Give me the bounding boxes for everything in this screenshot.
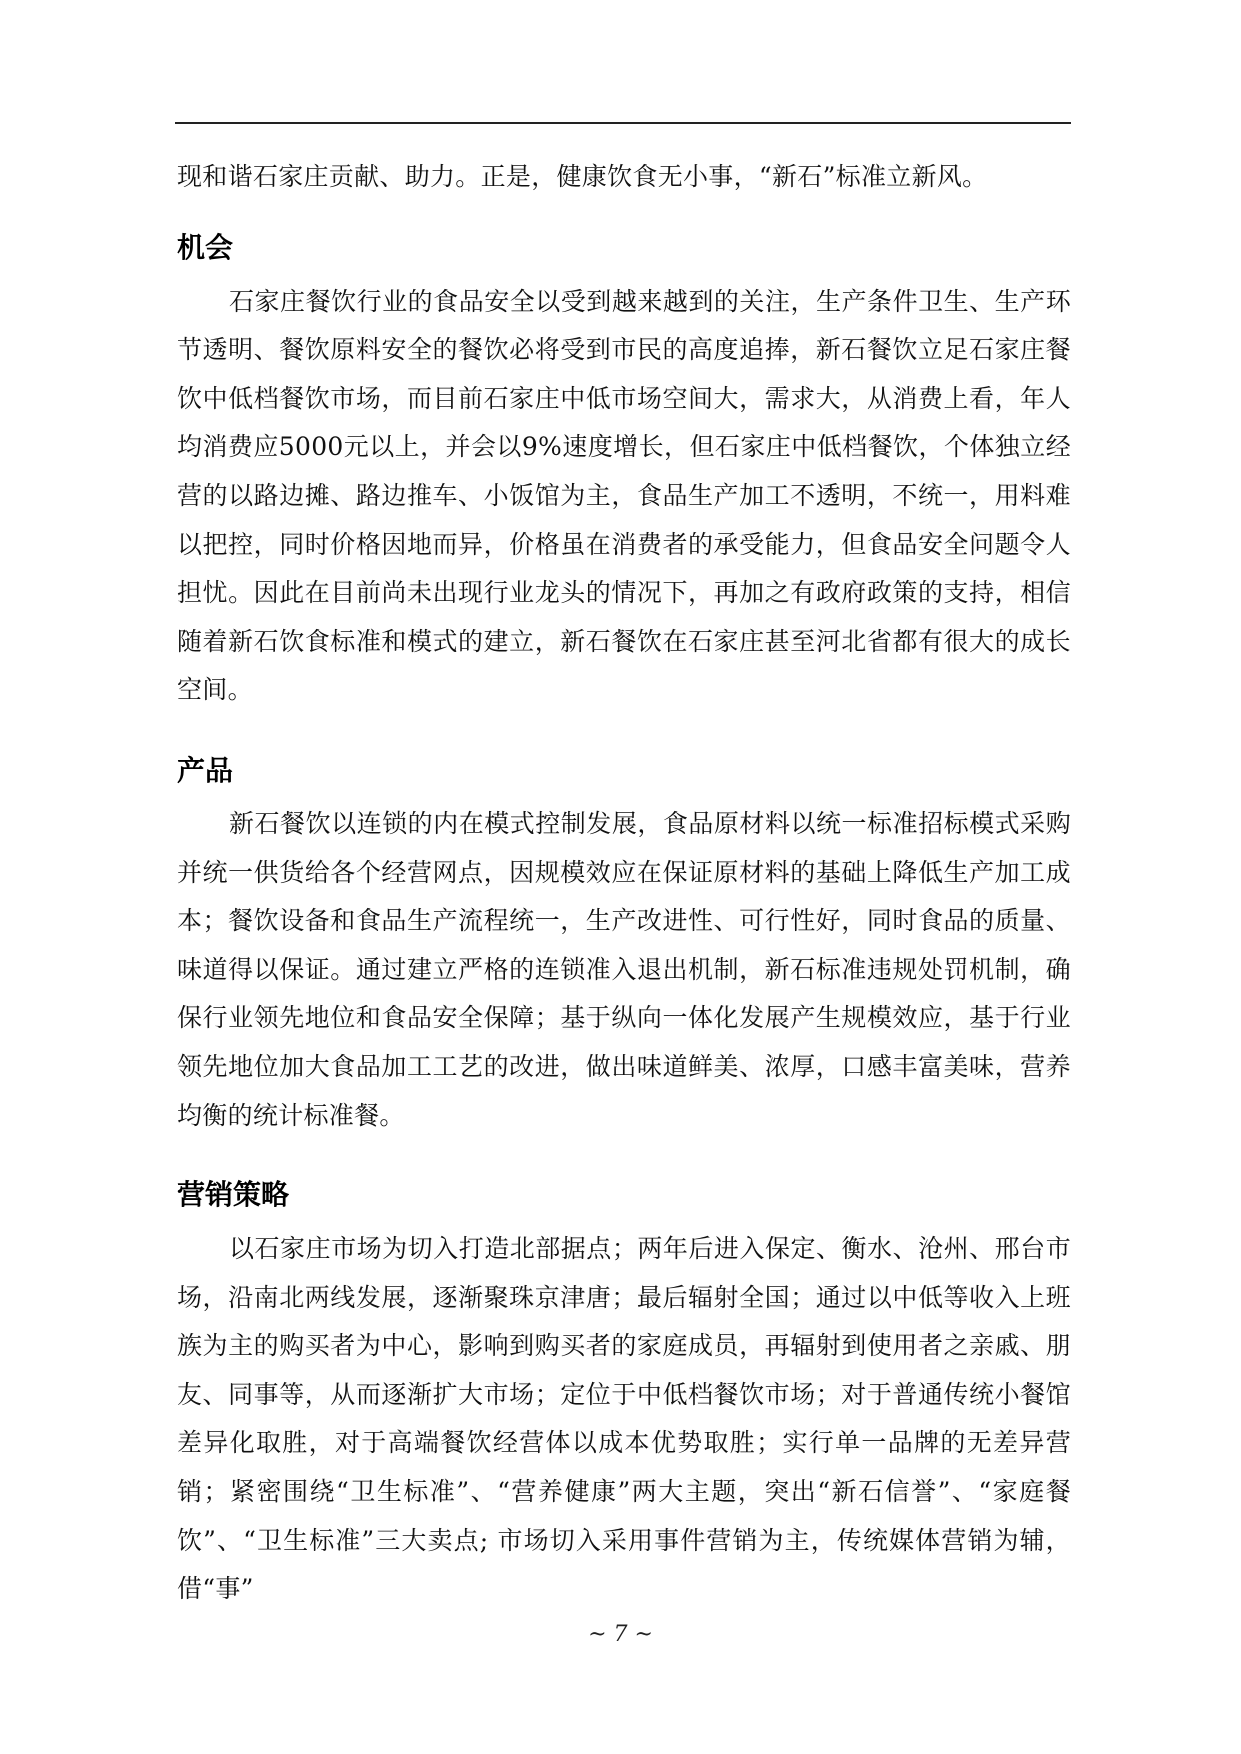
opening-paragraph: 现和谐石家庄贡献、助力。正是，健康饮食无小事，“新石”标准立新风。 (177, 162, 988, 191)
page-body (177, 153, 1071, 1614)
section-body-marketing-strategy: 以石家庄市场为切入打造北部据点；两年后进入保定、衡水、沧州、邢台市场，沿南北两线发展，逐渐聚珠京津唐；最后辐射全国；通过以中低等收入上班族为主的购买者为中心，影响到购买者的家庭成员，再辐射到使用者之亲戚、朋友、同事等，从而逐渐扩大市场；定位于中低档餐饮市场；对于普通传统小餐馆差异化取胜，对于高端餐饮经营体以成本优势取胜；实行单一品牌的无差异营销；紧密围绕“卫生标准”、“营养健康”两大主题，突出“新石信誉”、“家庭餐饮”、“卫生标准”三大卖点; 市场切入采用事件营销为主，传统媒体营销为辅，借“事” (177, 1234, 1071, 1604)
section-heading-product: 产品 (177, 753, 234, 787)
section-heading-marketing-strategy: 营销策略 (177, 1178, 290, 1212)
section-body-product: 新石餐饮以连锁的内在模式控制发展，食品原材料以统一标准招标模式采购并统一供货给各个经营网点，因规模效应在保证原材料的基础上降低生产加工成本；餐饮设备和食品生产流程统一，生产改进性、可行性好，同时食品的质量、味道得以保证。通过建立严格的连锁准入退出机制，新石标准违规处罚机制，确保行业领先地位和食品安全保障；基于纵向一体化发展产生规模效应，基于行业领先地位加大食品加工工艺的改进，做出味道鲜美、浓厚，口感丰富美味，营养均衡的统计标准餐。 (177, 808, 1071, 1130)
section-heading-opportunity: 机会 (177, 230, 234, 264)
header-rule (175, 122, 1071, 124)
page-number: ~ 7 ~ (588, 1622, 653, 1647)
section-body-opportunity: 石家庄餐饮行业的食品安全以受到越来越到的关注，生产条件卫生、生产环节透明、餐饮原料安全的餐饮必将受到市民的高度追捧，新石餐饮立足石家庄餐饮中低档餐饮市场，而目前石家庄中低市场空间大，需求大，从消费上看，年人均消费应5000元以上，并会以9%速度增长，但石家庄中低档餐饮，个体独立经营的以路边摊、路边推车、小饭馆为主，食品生产加工不透明，不统一，用料难以把控，同时价格因地而异，价格虽在消费者的承受能力，但食品安全问题令人担忧。因此在目前尚未出现行业龙头的情况下，再加之有政府政策的支持，相信随着新石饮食标准和模式的建立，新石餐饮在石家庄甚至河北省都有很大的成长空间。 (177, 286, 1071, 705)
